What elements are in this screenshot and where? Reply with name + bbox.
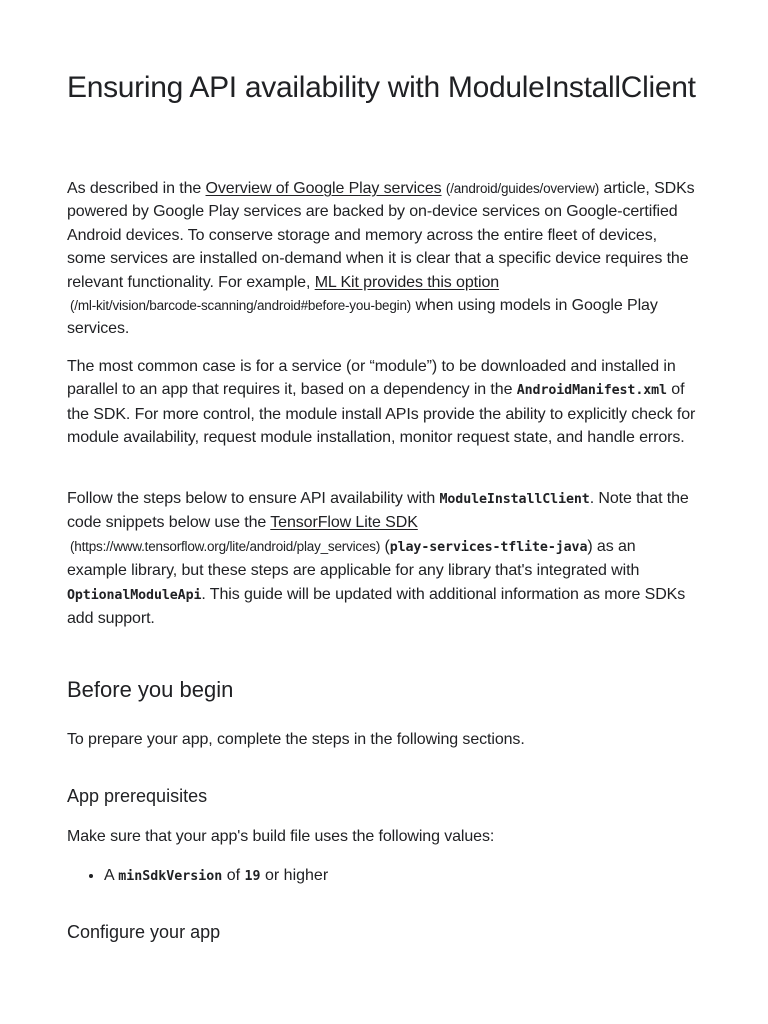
ml-kit-link-url: (/ml-kit/vision/barcode-scanning/android#before-you-begin) <box>70 298 412 314</box>
overview-link[interactable]: Overview of Google Play services <box>205 180 442 197</box>
before-you-begin-text: To prepare your app, complete the steps in the following sections. <box>67 731 525 748</box>
configure-your-app-heading: Configure your app <box>67 922 221 942</box>
module-install-client-code: ModuleInstallClient <box>439 492 590 507</box>
tensorflow-lite-link-url: (https://www.tensorflow.org/lite/android/play_services) <box>70 538 381 554</box>
sdk-level-code: 19 <box>244 869 261 884</box>
before-you-begin-heading: Before you begin <box>67 677 234 702</box>
overview-link-url: (/android/guides/overview) <box>445 181 600 196</box>
app-prerequisites-text: Make sure that your app's build file uses the following values: <box>67 828 495 845</box>
steps-paragraph: Follow the steps below to ensure API availability with ModuleInstallClient. Note that the code snippets below use the TensorFlow Lite SDK (https://www.tensorflow.org/lite/android/play_services) (play-services-tflite-java) as an example library, but these steps are applicable for any library that's integrated with OptionalModuleApi. This guide will be updated with additional information as more SDKs add support. <box>67 490 689 628</box>
min-sdk-version-code: minSdkVersion <box>118 869 223 884</box>
intro-paragraph: As described in the Overview of Google Play services (/android/guides/overview) article, SDKs powered by Google Play services are backed by on-device services on Google-certified Android devices. To conserve storage and memory across the entire fleet of devices, some services are installed on-demand when it is clear that a specific device requires the relevant functionality. For example, ML Kit provides this option (/ml-kit/vision/barcode-scanning/android#before-you-begin) when using models in Google Play services. <box>67 180 695 338</box>
ml-kit-link[interactable]: ML Kit provides this option <box>314 273 500 291</box>
prerequisites-list <box>67 864 328 888</box>
page-title: Ensuring API availability with ModuleInstallClient <box>67 71 696 104</box>
module-install-paragraph: The most common case is for a service (or “module”) to be downloaded and installed in parallel to an app that requires it, based on a dependency in the AndroidManifest.xml of the SDK. For more control, the module install APIs provide the ability to explicitly check for module availability, request module installation, monitor request state, and handle errors. <box>67 358 696 447</box>
list-item: • A minSdkVersion of 19 or higher <box>104 864 328 888</box>
tflite-library-code: play-services-tflite-java <box>389 539 588 555</box>
optional-module-api-code: OptionalModuleApi <box>67 587 202 603</box>
tensorflow-lite-link[interactable]: TensorFlow Lite SDK <box>270 514 418 532</box>
manifest-code: AndroidManifest.xml <box>516 383 667 399</box>
app-prerequisites-heading: App prerequisites <box>67 786 208 806</box>
